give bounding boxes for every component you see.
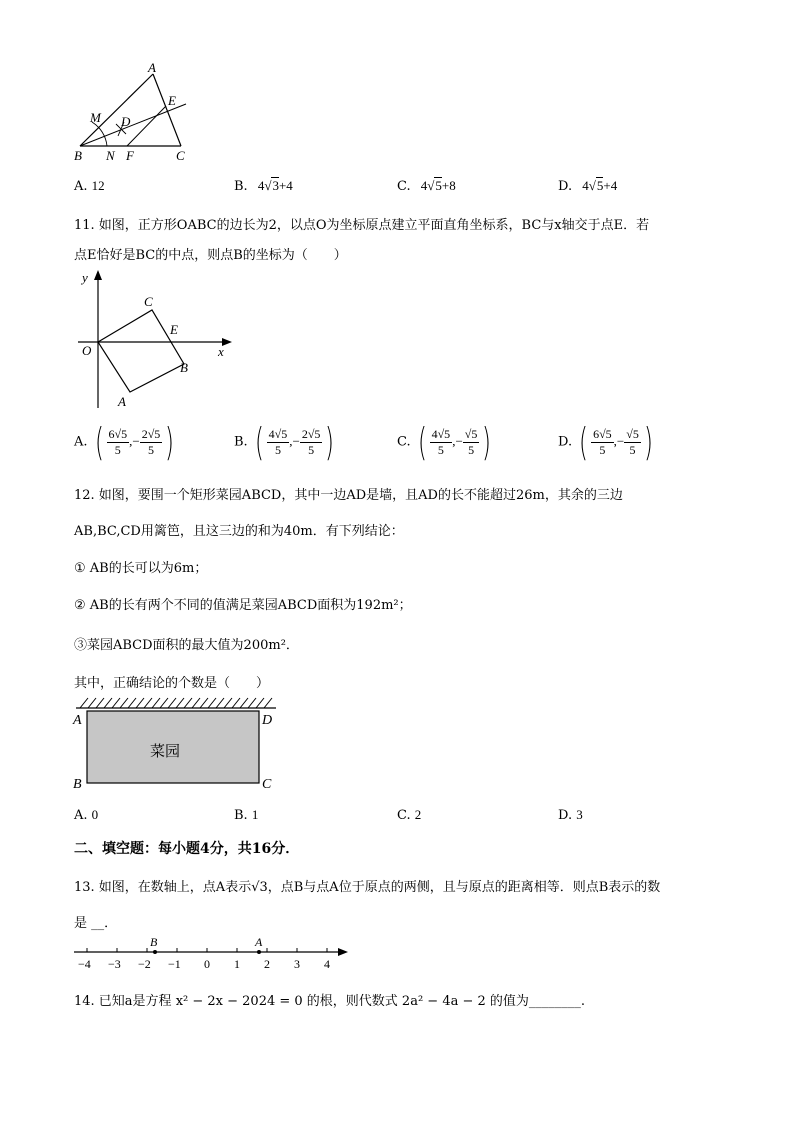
section-heading: 二、填空题：每小题4分，共16分．	[74, 841, 300, 857]
tick-label: 4	[324, 957, 330, 971]
q12-conclusion-2: ② AB的长有两个不同的值满足菜园ABCD面积为192m²；	[74, 598, 412, 613]
q11-option-a[interactable]: A. ( $\frac{6√5}{5}$ ,− $\frac{2√5}{5}$ )	[74, 420, 175, 464]
q10-option-a[interactable]: A. 12	[74, 178, 105, 194]
q10-option-c[interactable]: C. 4√5+8	[397, 178, 456, 194]
tick-label: −1	[168, 957, 181, 971]
fig11-label-B: B	[180, 360, 188, 375]
garden-figure	[70, 696, 285, 796]
q11-line-1: 11. 如图，正方形OABC的边长为2，以点O为坐标原点建立平面直角坐标系，BC与x轴交于点E．若	[74, 218, 650, 233]
fig11-label-A: A	[118, 394, 126, 409]
garden-label-B: B	[73, 777, 82, 792]
q14-text: 14. 已知a是方程 x² − 2x − 2024 = 0 的根，则代数式 2a² − 4a − 2 的值为________.	[74, 994, 586, 1009]
garden-label: 菜园	[150, 742, 181, 760]
fig10-label-M: M	[90, 110, 101, 125]
fig10-label-C: C	[176, 148, 185, 163]
tick-label: 2	[264, 957, 270, 971]
q10-option-b[interactable]: B. 4√3+4	[234, 178, 293, 194]
q13-line-1: 13. 如图，在数轴上，点A表示√3，点B与点A位于原点的两侧，且与原点的距离相等．则点B表示的数	[74, 880, 661, 895]
tick-label: 3	[294, 957, 300, 971]
q12-line-1: 12. 如图，要围一个矩形菜园ABCD，其中一边AD是墙，且AD的长不能超过26m，其余的三边	[74, 488, 623, 503]
q12-option-d[interactable]: D. 3	[558, 807, 583, 823]
fig10-label-D: D	[121, 114, 131, 129]
garden-label-C: C	[262, 777, 272, 792]
triangle-figure	[70, 60, 200, 170]
q12-line-2: AB,BC,CD用篱笆，且这三边的和为40m．有下列结论：	[74, 524, 404, 539]
q11-option-b[interactable]: B. ( $\frac{4√5}{5}$ ,− $\frac{2√5}{5}$ )	[234, 420, 335, 464]
garden-label-A: A	[73, 713, 82, 728]
tick-label: −3	[108, 957, 121, 971]
tick-label: −4	[78, 957, 91, 971]
q12-question: 其中，正确结论的个数是（ ）	[74, 676, 270, 691]
q11-option-c[interactable]: C. ( $\frac{4√5}{5}$ ,− $\frac{√5}{5}$ )	[397, 420, 492, 464]
fig11-label-x: x	[218, 344, 224, 359]
fig11-label-y: y	[82, 270, 88, 285]
q12-option-a[interactable]: A. 0	[74, 807, 99, 823]
q10-option-d[interactable]: D. 4√5+4	[558, 178, 618, 194]
tick-label: 0	[204, 957, 210, 971]
fig10-label-F: F	[126, 148, 134, 163]
numberline-label-B: B	[150, 935, 158, 949]
fig11-label-E: E	[170, 322, 178, 337]
fig11-label-O: O	[82, 343, 92, 358]
garden-label-D: D	[262, 713, 273, 728]
q11-line-2: 点E恰好是BC的中点，则点B的坐标为（ ）	[74, 248, 347, 263]
fig10-label-A: A	[148, 60, 156, 75]
tick-label: 1	[234, 957, 240, 971]
q11-option-d[interactable]: D. ( $\frac{6√5}{5}$ ,− $\frac{√5}{5}$ )	[558, 420, 653, 464]
fig10-label-B: B	[74, 148, 82, 163]
q12-option-b[interactable]: B. 1	[234, 807, 259, 823]
q12-conclusion-1: ① AB的长可以为6m；	[74, 561, 208, 576]
number-line-figure	[70, 934, 355, 976]
q13-line-2: 是 __．	[74, 916, 118, 931]
q12-option-c[interactable]: C. 2	[397, 807, 422, 823]
tick-label: −2	[138, 957, 151, 971]
q12-conclusion-3: ③菜园ABCD面积的最大值为200m²．	[74, 638, 299, 653]
numberline-label-A: A	[255, 935, 263, 949]
fig10-label-N: N	[106, 148, 115, 163]
fig10-label-E: E	[168, 93, 176, 108]
coordinate-figure	[72, 268, 242, 414]
fig11-label-C: C	[144, 294, 153, 309]
